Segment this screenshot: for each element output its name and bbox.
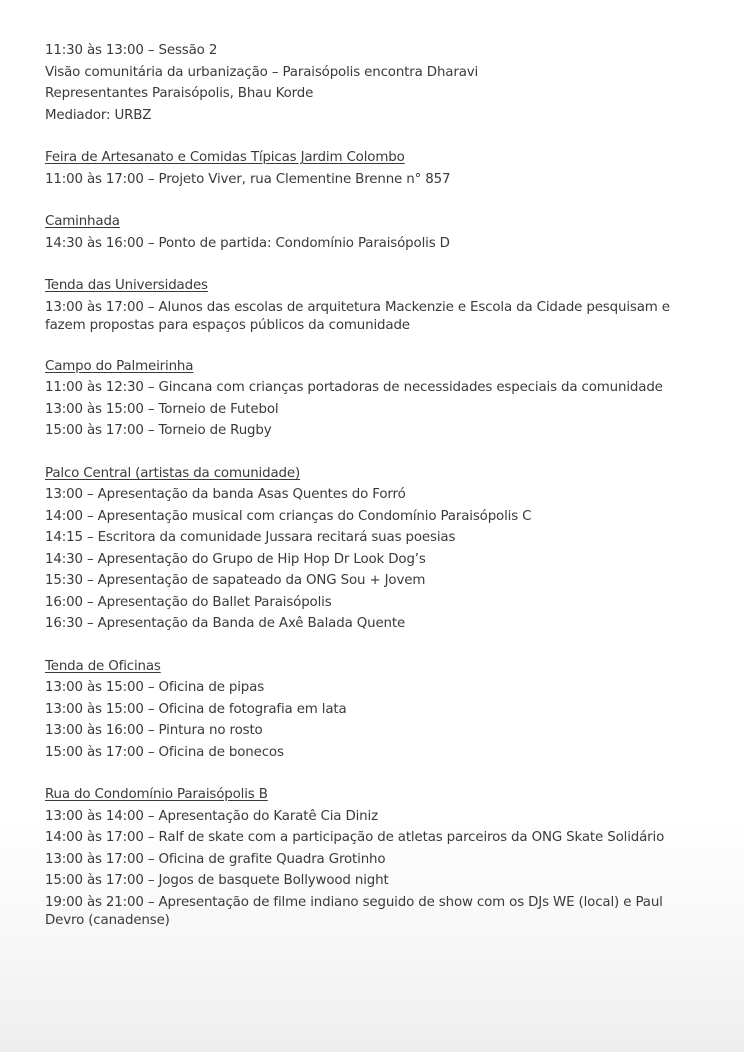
section-caminhada bbox=[45, 211, 705, 254]
schedule-line: 14:30 – Apresentação do Grupo de Hip Hop Dr Look Dog’s bbox=[45, 551, 426, 567]
event-schedule bbox=[45, 40, 705, 951]
schedule-line: 14:00 – Apresentação musical com crianças do Condomínio Paraisópolis C bbox=[45, 508, 532, 524]
schedule-line: 14:15 – Escritora da comunidade Jussara recitará suas poesias bbox=[45, 530, 456, 545]
schedule-line: 15:30 – Apresentação de sapateado da ONG Sou + Jovem bbox=[45, 573, 426, 588]
schedule-line: 13:00 – Apresentação da banda Asas Quentes do Forró bbox=[45, 487, 406, 502]
schedule-line: 13:00 às 15:00 – Oficina de pipas bbox=[45, 680, 265, 695]
schedule-line: 13:00 às 15:00 – Torneio de Futebol bbox=[45, 401, 279, 417]
schedule-line: Representantes Paraisópolis, Bhau Korde bbox=[45, 86, 314, 101]
schedule-line: 13:00 às 14:00 – Apresentação do Karatê Cia Diniz bbox=[45, 808, 378, 824]
schedule-line: 15:00 às 17:00 – Jogos de basquete Bollywood night bbox=[45, 873, 389, 888]
schedule-line: 15:00 às 17:00 – Oficina de bonecos bbox=[45, 744, 284, 760]
section-sessao-2 bbox=[45, 40, 705, 126]
section-title: Feira de Artesanato e Comidas Típicas Jardim Colombo bbox=[45, 150, 405, 165]
schedule-line: 14:30 às 16:00 – Ponto de partida: Condomínio Paraisópolis D bbox=[45, 235, 450, 251]
section-feira bbox=[45, 147, 705, 190]
schedule-line: 16:30 – Apresentação da Banda de Axê Balada Quente bbox=[45, 616, 406, 631]
schedule-line: 11:30 às 13:00 – Sessão 2 bbox=[45, 43, 218, 58]
schedule-line: 11:00 às 12:30 – Gincana com crianças portadoras de necessidades especiais da comunidade bbox=[45, 380, 663, 395]
schedule-line: Mediador: URBZ bbox=[45, 107, 152, 123]
section-tenda-universidades bbox=[45, 275, 705, 335]
section-title: Palco Central (artistas da comunidade) bbox=[45, 465, 301, 481]
section-title: Rua do Condomínio Paraisópolis B bbox=[45, 787, 268, 802]
section-palco-central bbox=[45, 463, 705, 635]
schedule-line: 11:00 às 17:00 – Projeto Viver, rua Clementine Brenne n° 857 bbox=[45, 171, 451, 187]
schedule-line: 14:00 às 17:00 – Ralf de skate com a participação de atletas parceiros da ONG Skate Solidário bbox=[45, 830, 665, 845]
section-tenda-oficinas bbox=[45, 656, 705, 764]
section-title: Tenda das Universidades bbox=[45, 278, 208, 293]
section-title: Campo do Palmeirinha bbox=[45, 358, 194, 374]
section-title: Tenda de Oficinas bbox=[45, 658, 161, 674]
schedule-line: 19:00 às 21:00 – Apresentação de filme indiano seguido de show com os DJs WE (local) e Paul Devro (canadense) bbox=[45, 894, 663, 928]
schedule-line: 13:00 às 16:00 – Pintura no rosto bbox=[45, 723, 263, 738]
schedule-line: 13:00 às 17:00 – Oficina de grafite Quadra Grotinho bbox=[45, 851, 386, 867]
schedule-line: Visão comunitária da urbanização – Paraisópolis encontra Dharavi bbox=[45, 64, 479, 80]
section-campo-palmeirinha bbox=[45, 356, 705, 442]
schedule-line: 15:00 às 17:00 – Torneio de Rugby bbox=[45, 423, 272, 438]
schedule-line: 13:00 às 17:00 – Alunos das escolas de arquitetura Mackenzie e Escola da Cidade pesquisam e fazem propostas para espaços públicos da comunidade bbox=[45, 299, 670, 333]
schedule-line: 16:00 – Apresentação do Ballet Paraisópolis bbox=[45, 594, 332, 610]
schedule-line: 13:00 às 15:00 – Oficina de fotografia em lata bbox=[45, 701, 347, 717]
section-rua-condominio-b bbox=[45, 784, 705, 930]
section-title: Caminhada bbox=[45, 214, 120, 229]
